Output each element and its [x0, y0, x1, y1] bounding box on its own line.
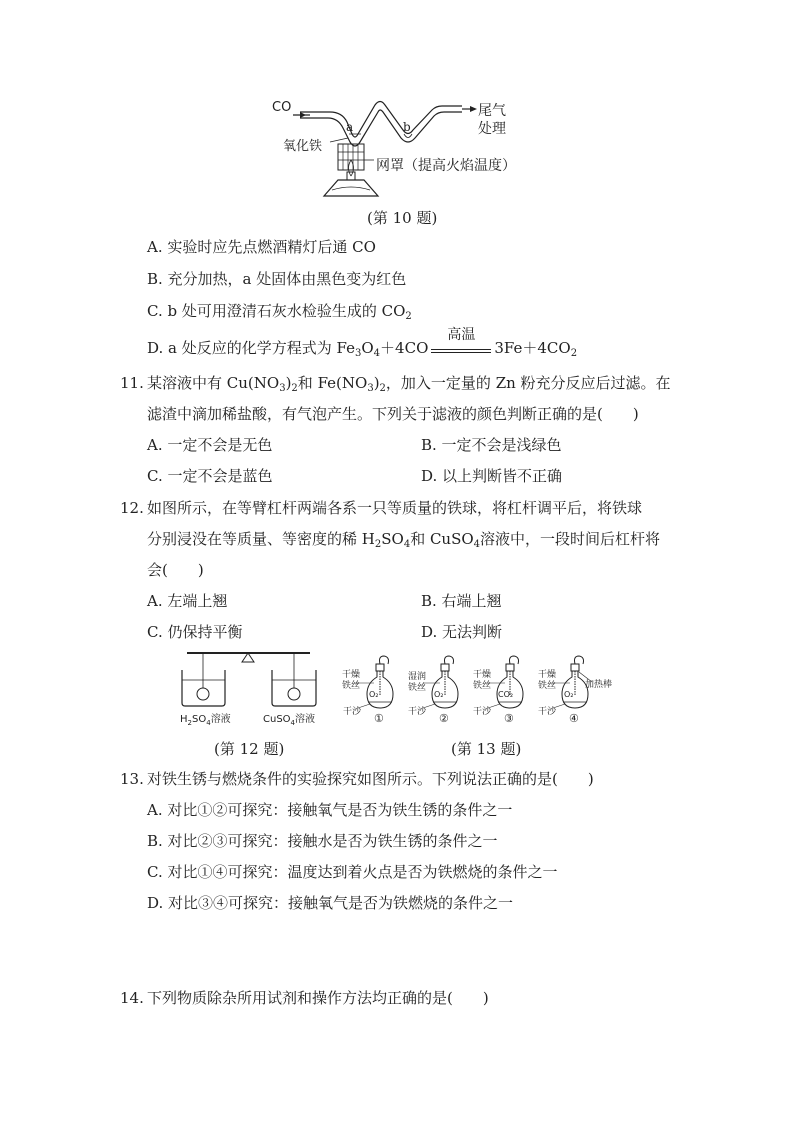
flask-1: [356, 656, 393, 708]
q10-option-b: B. 充分加热，a 处固体由黑色变为红色: [147, 270, 407, 288]
q12-stem-line3: 会( ): [147, 561, 204, 579]
q11-option-b: B. 一定不会是浅绿色: [421, 436, 562, 454]
q11-option-d: D. 以上判断皆不正确: [421, 467, 563, 485]
flask1-sand-label: 干沙: [343, 707, 362, 717]
q12-number: 12.: [120, 499, 144, 517]
q10-option-c: C. b 处可用澄清石灰水检验生成的 $CO_2$: [147, 302, 412, 322]
flask2-sand-label: 干沙: [408, 707, 427, 717]
flask-number-3: ③: [504, 712, 514, 725]
point-b-label: b: [403, 120, 411, 134]
figure-caption-q10: (第 10 题): [367, 209, 438, 227]
heating-rod-label: 加热棒: [585, 680, 613, 690]
q14-stem: 下列物质除杂所用试剂和操作方法均正确的是( ): [147, 989, 489, 1007]
flask4-sand-label: 干沙: [538, 707, 557, 717]
q13-option-b: B. 对比②③可探究：接触水是否为铁生锈的条件之一: [147, 832, 498, 850]
q12-option-b: B. 右端上翘: [421, 592, 502, 610]
exhaust-label-line1: 尾气: [478, 103, 506, 119]
flask3-label: 干燥 铁丝: [473, 670, 492, 691]
point-a-label: a: [346, 120, 354, 134]
co-label: CO: [272, 100, 292, 115]
q11-stem-line1: 某溶液中有 $Cu(NO_3)_2$和 $Fe(NO_3)_2$，加入一定量的 Zn 粉充分反应后过滤。在: [147, 374, 671, 394]
q13-stem: 对铁生锈与燃烧条件的实验探究如图所示。下列说法正确的是( ): [147, 770, 594, 788]
mesh-label: 网罩（提高火焰温度）: [376, 158, 516, 174]
q11-number: 11.: [120, 374, 144, 392]
q10-option-d: D. a 处反应的化学方程式为 $Fe_3O_4+4CO$ 高温 $3Fe+4CO_2$: [147, 327, 578, 359]
flask-number-4: ④: [569, 712, 579, 725]
q13-option-a: A. 对比①②可探究：接触氧气是否为铁生锈的条件之一: [147, 801, 513, 819]
figure-caption-q12: (第 12 题): [214, 740, 285, 758]
q11-stem-line2: 滤渣中滴加稀盐酸，有气泡产生。下列关于滤液的颜色判断正确的是( ): [147, 405, 639, 423]
flask2-gas: O₂: [434, 690, 444, 699]
reaction-condition: 高温: [447, 327, 476, 343]
q12-option-a: A. 左端上翘: [147, 592, 228, 610]
q14-number: 14.: [120, 989, 144, 1007]
flask1-gas: O₂: [369, 690, 379, 699]
q12-option-d: D. 无法判断: [421, 623, 503, 641]
q13-option-c: C. 对比①④可探究：温度达到着火点是否为铁燃烧的条件之一: [147, 863, 558, 881]
q11-option-c: C. 一定不会是蓝色: [147, 467, 273, 485]
q13-option-d: D. 对比③④可探究：接触氧气是否为铁燃烧的条件之一: [147, 894, 514, 912]
q12-stem-line2: 分别浸没在等质量、等密度的稀 $H_2SO_4$和 CuSO$_4$溶液中，一段时间后杠杆将: [147, 530, 661, 550]
flask1-label: 干燥 铁丝: [342, 670, 361, 691]
flask4-label: 干燥 铁丝: [538, 670, 557, 691]
exhaust-label-line2: 处理: [478, 121, 506, 137]
q12-stem-line1: 如图所示，在等臂杠杆两端各系一只等质量的铁球，将杠杆调平后，将铁球: [147, 499, 643, 517]
beaker-left-label: $H_2SO_4$溶液: [180, 714, 231, 727]
q11-option-a: A. 一定不会是无色: [147, 436, 273, 454]
q12-option-c: C. 仍保持平衡: [147, 623, 243, 641]
q13-number: 13.: [120, 770, 144, 788]
flask-number-2: ②: [439, 712, 449, 725]
iron-oxide-label: 氧化铁: [283, 139, 323, 154]
flask3-sand-label: 干沙: [473, 707, 492, 717]
flask3-gas: CO₂: [498, 690, 514, 699]
beaker-right-label: CuSO$_4$溶液: [263, 714, 316, 727]
flask2-label: 湿润 铁丝: [408, 672, 427, 693]
flask-3: [488, 656, 523, 708]
flask-number-1: ①: [374, 712, 384, 725]
figure-caption-q13: (第 13 题): [451, 740, 522, 758]
flask-2: [423, 656, 458, 708]
q10-option-a: A. 实验时应先点燃酒精灯后通 CO: [147, 238, 376, 256]
flask4-gas: O₂: [564, 690, 574, 699]
